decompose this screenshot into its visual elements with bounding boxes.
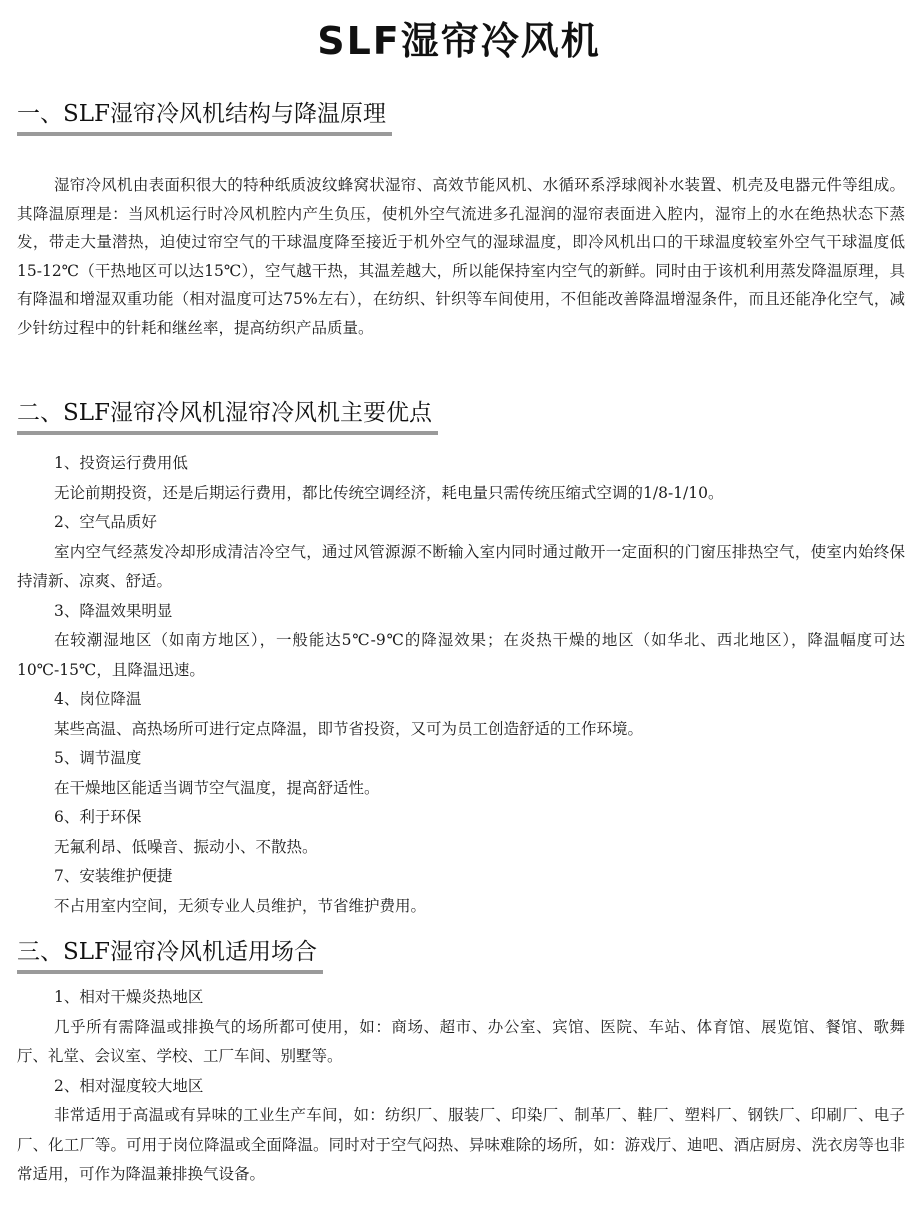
advantage-item-desc: 无氟利昂、低噪音、振动小、不散热。 — [54, 837, 318, 856]
advantage-item-title: 6、利于环保 — [54, 808, 142, 826]
advantage-item-desc: 无论前期投资，还是后期运行费用，都比传统空调经济，耗电量只需传统压缩式空调的1/8-1/10。 — [54, 483, 724, 502]
section-heading-applications: 三、SLF湿帘冷风机适用场合 — [17, 936, 323, 974]
section-paragraph-principle: 湿帘冷风机由表面积很大的特种纸质波纹蜂窝状湿帘、高效节能风机、水循环系浮球阀补水装置、机壳及电器元件等组成。其降温原理是：当风机运行时冷风机腔内产生负压，使机外空气流进多孔湿润的湿帘表面进入腔内，湿帘上的水在绝热状态下蒸发，带走大量潜热，迫使过帘空气的干球温度降至接近于机外空气的湿球温度，即冷风机出口的干球温度较室外空气干球温度低15-12℃（干热地区可以达15℃），空气越干热，其温差越大，所以能保持室内空气的新鲜。同时由于该机利用蒸发降温原理，具有降温和增湿双重功能（相对温度可达75%左右），在纺织、针织等车间使用，不但能改善降温增湿条件，而且还能净化空气，减少针纺过程中的针耗和继丝率，提高纺织产品质量。 — [17, 176, 905, 337]
advantages-list — [17, 449, 905, 921]
application-item-title: 1、相对干燥炎热地区 — [54, 988, 204, 1006]
advantage-item-desc: 在较潮湿地区（如南方地区），一般能达5℃-9℃的降湿效果；在炎热干燥的地区（如华北、西北地区），降温幅度可达10℃-15℃，且降温迅速。 — [17, 631, 905, 679]
advantage-item-desc: 在干燥地区能适当调节空气温度，提高舒适性。 — [54, 778, 380, 797]
advantage-item-title: 4、岗位降温 — [54, 690, 142, 708]
section-heading-advantages: 二、SLF湿帘冷风机湿帘冷风机主要优点 — [17, 397, 438, 435]
section-heading-structure-principle: 一、SLF湿帘冷风机结构与降温原理 — [17, 98, 392, 136]
application-item-desc: 非常适用于高温或有异味的工业生产车间，如：纺织厂、服装厂、印染厂、制革厂、鞋厂、塑料厂、钢铁厂、印刷厂、电子厂、化工厂等。可用于岗位降温或全面降温。同时对于空气闷热、异味难除的场所，如：游戏厅、迪吧、酒店厨房、洗衣房等也非常适用，可作为降温兼排换气设备。 — [17, 1106, 905, 1183]
advantage-item-desc: 室内空气经蒸发冷却形成清洁冷空气，通过风管源源不断输入室内同时通过敞开一定面积的门窗压排热空气，使室内始终保持清新、凉爽、舒适。 — [17, 542, 905, 590]
advantage-item-title: 1、投资运行费用低 — [54, 454, 188, 472]
application-item-desc: 几乎所有需降温或排换气的场所都可使用，如：商场、超市、办公室、宾馆、医院、车站、体育馆、展览馆、餐馆、歌舞厅、礼堂、会议室、学校、工厂车间、别墅等。 — [17, 1017, 905, 1065]
advantage-item-title: 3、降温效果明显 — [54, 601, 173, 620]
advantage-item-title: 2、空气品质好 — [54, 513, 157, 531]
advantage-item-desc: 不占用室内空间，无须专业人员维护，节省维护费用。 — [54, 896, 427, 915]
applications-list — [17, 983, 905, 1190]
advantage-item-title: 5、调节温度 — [54, 749, 142, 767]
advantage-item-desc: 某些高温、高热场所可进行定点降温，即节省投资，又可为员工创造舒适的工作环境。 — [54, 719, 644, 738]
application-item-title: 2、相对湿度较大地区 — [54, 1076, 204, 1095]
advantage-item-title: 7、安装维护便捷 — [54, 867, 173, 885]
document-title: SLF湿帘冷风机 — [317, 19, 601, 63]
